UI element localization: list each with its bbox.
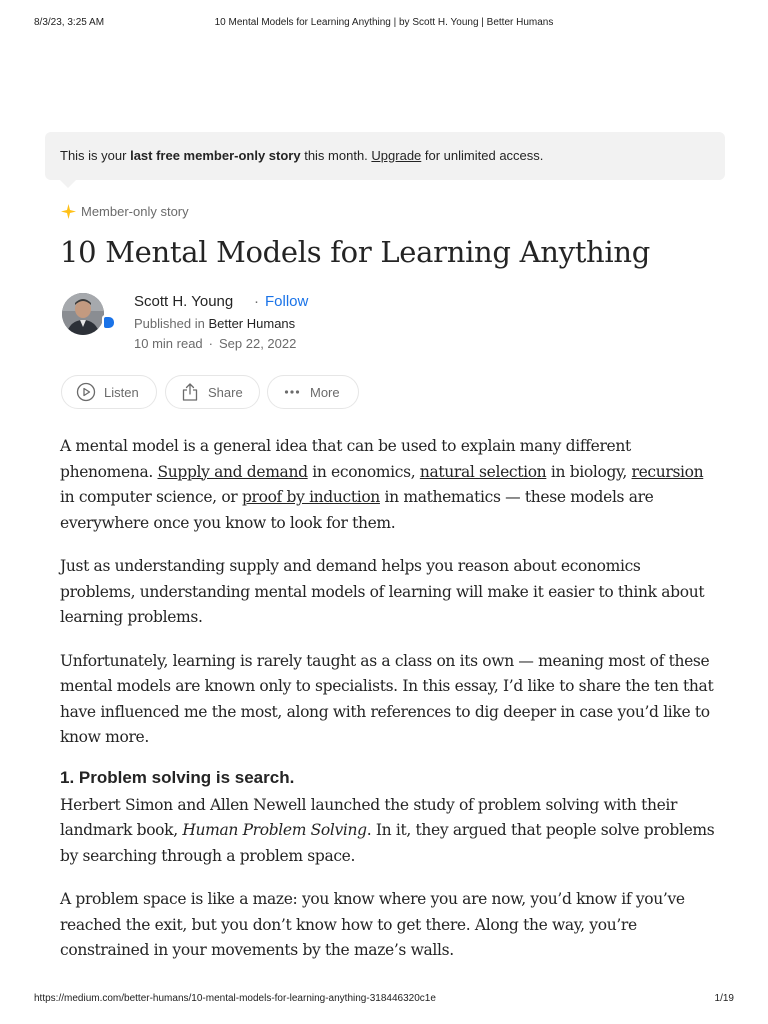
listen-label: Listen	[104, 384, 139, 400]
paragraph-3: Unfortunately, learning is rarely taught as a class on its own — meaning most of these mental models are known only to specialists. In this essay, I’d like to share the ten that have influenced me the most, along with references to dig deeper in case you’d like to know more.	[60, 651, 714, 746]
print-header	[34, 17, 734, 31]
section-heading-1: 1. Problem solving is search.	[60, 767, 295, 787]
p1-text-1: A mental model is a general idea that can be used to explain many different phenomena.	[60, 437, 631, 481]
read-time: 10 min read	[134, 336, 203, 351]
p1-text-4: in computer science, or	[60, 488, 242, 506]
article-title: 10 Mental Models for Learning Anything	[60, 235, 651, 269]
banner-prefix: This is your	[60, 148, 131, 163]
paragraph-2: Just as understanding supply and demand helps you reason about economics problems, understanding mental models of learning will make it easier to think about learning problems.	[60, 557, 705, 626]
supply-and-demand-link[interactable]: Supply and demand	[157, 462, 308, 481]
book-title: Human Problem Solving	[182, 821, 367, 839]
member-only-text: Member-only story	[81, 203, 189, 219]
share-label: Share	[208, 384, 243, 400]
author-name[interactable]: Scott H. Young	[134, 293, 234, 310]
print-date: 8/3/23, 3:25 AM	[34, 17, 105, 28]
share-button[interactable]	[165, 375, 260, 409]
banner-tail	[60, 180, 76, 188]
p1-text-3: in biology,	[546, 462, 632, 481]
p4-text-2: . In it, they argued that people solve problems by searching through a problem space.	[60, 821, 715, 865]
more-dots-icon	[282, 382, 302, 402]
p1-text-5: in mathematics — these models are everywhere once you know to look for them.	[60, 488, 654, 532]
recursion-link[interactable]: recursion	[631, 462, 704, 481]
paragraph-4	[60, 793, 715, 870]
more-label: More	[310, 384, 340, 400]
publish-date: Sep 22, 2022	[219, 336, 297, 351]
listen-button[interactable]	[61, 375, 157, 409]
print-doc-title: 10 Mental Models for Learning Anything | by Scott H. Young | Better Humans	[214, 17, 554, 28]
share-icon	[180, 382, 200, 402]
paragraph-1	[60, 434, 715, 536]
author-block	[62, 291, 422, 357]
sparkle-icon	[61, 204, 76, 219]
publication-logo-icon[interactable]	[102, 315, 116, 329]
play-icon	[76, 382, 96, 402]
publication-link[interactable]: Better Humans	[208, 316, 296, 331]
paragraph-5: A problem space is like a maze: you know where you are now, you’d know if you’ve reached the exit, but you don’t know how to get there. Along the way, you’re constrained in your movements by the maze’s walls.	[60, 890, 685, 959]
member-limit-banner	[45, 132, 725, 180]
print-footer	[34, 993, 734, 1007]
member-only-label	[61, 202, 189, 220]
print-url: https://medium.com/better-humans/10-mental-models-for-learning-anything-318446320c1e	[34, 993, 436, 1004]
follow-button[interactable]: Follow	[265, 293, 309, 310]
banner-suffix: for unlimited access.	[421, 148, 544, 163]
article-body	[60, 434, 715, 982]
p1-text-2: in economics,	[307, 462, 420, 481]
published-in	[134, 316, 295, 331]
article-meta	[134, 336, 296, 351]
natural-selection-link[interactable]: natural selection	[419, 462, 547, 481]
author-avatar[interactable]	[62, 293, 104, 335]
avatar-portrait-icon	[62, 293, 104, 335]
banner-bold-text: last free member-only story	[130, 148, 301, 163]
follow-separator: ·	[254, 293, 259, 310]
proof-by-induction-link[interactable]: proof by induction	[241, 488, 380, 506]
p4-text-1: Herbert Simon and Allen Newell launched the study of problem solving with their landmark book,	[60, 795, 678, 839]
follow-group	[254, 293, 308, 310]
banner-middle: this month.	[300, 148, 372, 163]
more-button[interactable]	[267, 375, 359, 409]
meta-separator: ·	[208, 336, 213, 351]
published-prefix: Published in	[134, 316, 209, 331]
upgrade-link[interactable]: Upgrade	[371, 148, 422, 163]
page-number: 1/19	[714, 993, 734, 1004]
